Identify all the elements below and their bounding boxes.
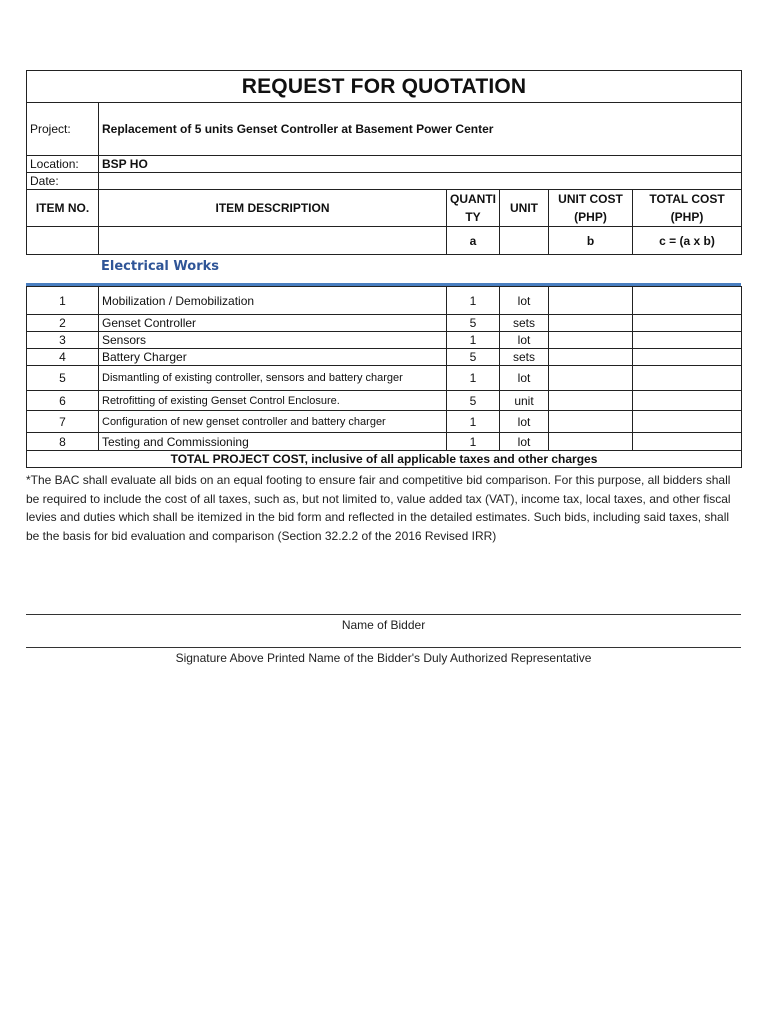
item-qty: 5 <box>447 349 500 366</box>
table-row <box>27 349 742 366</box>
item-qty: 1 <box>447 411 500 433</box>
signature-line[interactable] <box>26 647 741 665</box>
total-row <box>27 451 742 468</box>
item-total-cost[interactable] <box>633 433 742 451</box>
item-unit-cost[interactable] <box>549 349 633 366</box>
item-desc: Retrofitting of existing Genset Control Enclosure. <box>99 391 447 411</box>
formula-blank-3 <box>500 227 549 255</box>
col-unit-cost: UNIT COST (PHP) <box>549 190 633 227</box>
item-unit-cost[interactable] <box>549 287 633 315</box>
col-total-cost: TOTAL COST (PHP) <box>633 190 742 227</box>
item-unit: lot <box>500 332 549 349</box>
items-table <box>26 286 742 468</box>
item-qty: 5 <box>447 391 500 411</box>
location-value: BSP HO <box>99 156 742 173</box>
item-no: 4 <box>27 349 99 366</box>
item-total-cost[interactable] <box>633 287 742 315</box>
bidder-name-line[interactable] <box>26 614 741 632</box>
formula-unit-cost: b <box>549 227 633 255</box>
item-no: 3 <box>27 332 99 349</box>
item-no: 6 <box>27 391 99 411</box>
item-desc: Mobilization / Demobilization <box>99 287 447 315</box>
col-quantity: QUANTITY <box>447 190 500 227</box>
item-unit: unit <box>500 391 549 411</box>
item-unit-cost[interactable] <box>549 433 633 451</box>
item-total-cost[interactable] <box>633 391 742 411</box>
table-row <box>27 366 742 391</box>
formula-total-cost: c = (a x b) <box>633 227 742 255</box>
item-no: 8 <box>27 433 99 451</box>
item-total-cost[interactable] <box>633 366 742 391</box>
bidder-name-label: Name of Bidder <box>341 618 426 632</box>
table-row <box>27 287 742 315</box>
item-qty: 1 <box>447 332 500 349</box>
item-desc: Dismantling of existing controller, sensors and battery charger <box>99 366 447 391</box>
table-row <box>27 411 742 433</box>
table-row <box>27 315 742 332</box>
item-unit: lot <box>500 287 549 315</box>
item-desc: Testing and Commissioning <box>99 433 447 451</box>
item-unit: lot <box>500 366 549 391</box>
item-no: 1 <box>27 287 99 315</box>
item-qty: 1 <box>447 287 500 315</box>
table-row <box>27 433 742 451</box>
date-label: Date: <box>27 173 99 190</box>
item-qty: 1 <box>447 433 500 451</box>
item-unit: sets <box>500 349 549 366</box>
item-unit-cost[interactable] <box>549 366 633 391</box>
tax-note: *The BAC shall evaluate all bids on an equal footing to ensure fair and competitive bid comparison. For this purpose, all bidders shall be required to include the cost of all taxes, such as, but not limited to, value added tax (VAT), income tax, local taxes, and other fiscal levies and duties which shall be itemized in the bid form and reflected in the detailed estimates. Such bids, including said taxes, shall be the basis for bid evaluation and comparison (Section 32.2.2 of the 2016 Revised IRR) <box>26 473 731 543</box>
item-unit-cost[interactable] <box>549 315 633 332</box>
item-desc: Configuration of new genset controller and battery charger <box>99 411 447 433</box>
project-value: Replacement of 5 units Genset Controller at Basement Power Center <box>99 103 742 156</box>
formula-blank-2 <box>99 227 447 255</box>
col-item-no: ITEM NO. <box>27 190 99 227</box>
date-value <box>99 173 742 190</box>
header-table <box>26 70 742 255</box>
item-unit-cost[interactable] <box>549 332 633 349</box>
item-desc: Battery Charger <box>99 349 447 366</box>
section-header <box>26 255 741 286</box>
item-no: 7 <box>27 411 99 433</box>
section-title: Electrical Works <box>101 259 220 274</box>
formula-blank-1 <box>27 227 99 255</box>
table-row <box>27 332 742 349</box>
col-description: ITEM DESCRIPTION <box>99 190 447 227</box>
project-label: Project: <box>27 103 99 156</box>
item-total-cost[interactable] <box>633 349 742 366</box>
item-desc: Sensors <box>99 332 447 349</box>
item-unit: sets <box>500 315 549 332</box>
signature-label: Signature Above Printed Name of the Bidder's Duly Authorized Representative <box>175 651 592 665</box>
item-unit: lot <box>500 411 549 433</box>
item-total-cost[interactable] <box>633 315 742 332</box>
formula-qty: a <box>447 227 500 255</box>
item-desc: Genset Controller <box>99 315 447 332</box>
page-title: REQUEST FOR QUOTATION <box>27 71 742 103</box>
col-unit: UNIT <box>500 190 549 227</box>
item-unit-cost[interactable] <box>549 391 633 411</box>
table-row <box>27 391 742 411</box>
item-no: 2 <box>27 315 99 332</box>
item-qty: 5 <box>447 315 500 332</box>
total-label: TOTAL PROJECT COST, inclusive of all applicable taxes and other charges <box>27 451 742 468</box>
item-qty: 1 <box>447 366 500 391</box>
item-unit: lot <box>500 433 549 451</box>
item-total-cost[interactable] <box>633 411 742 433</box>
rfq-sheet <box>26 70 741 545</box>
item-total-cost[interactable] <box>633 332 742 349</box>
location-label: Location: <box>27 156 99 173</box>
item-unit-cost[interactable] <box>549 411 633 433</box>
item-no: 5 <box>27 366 99 391</box>
